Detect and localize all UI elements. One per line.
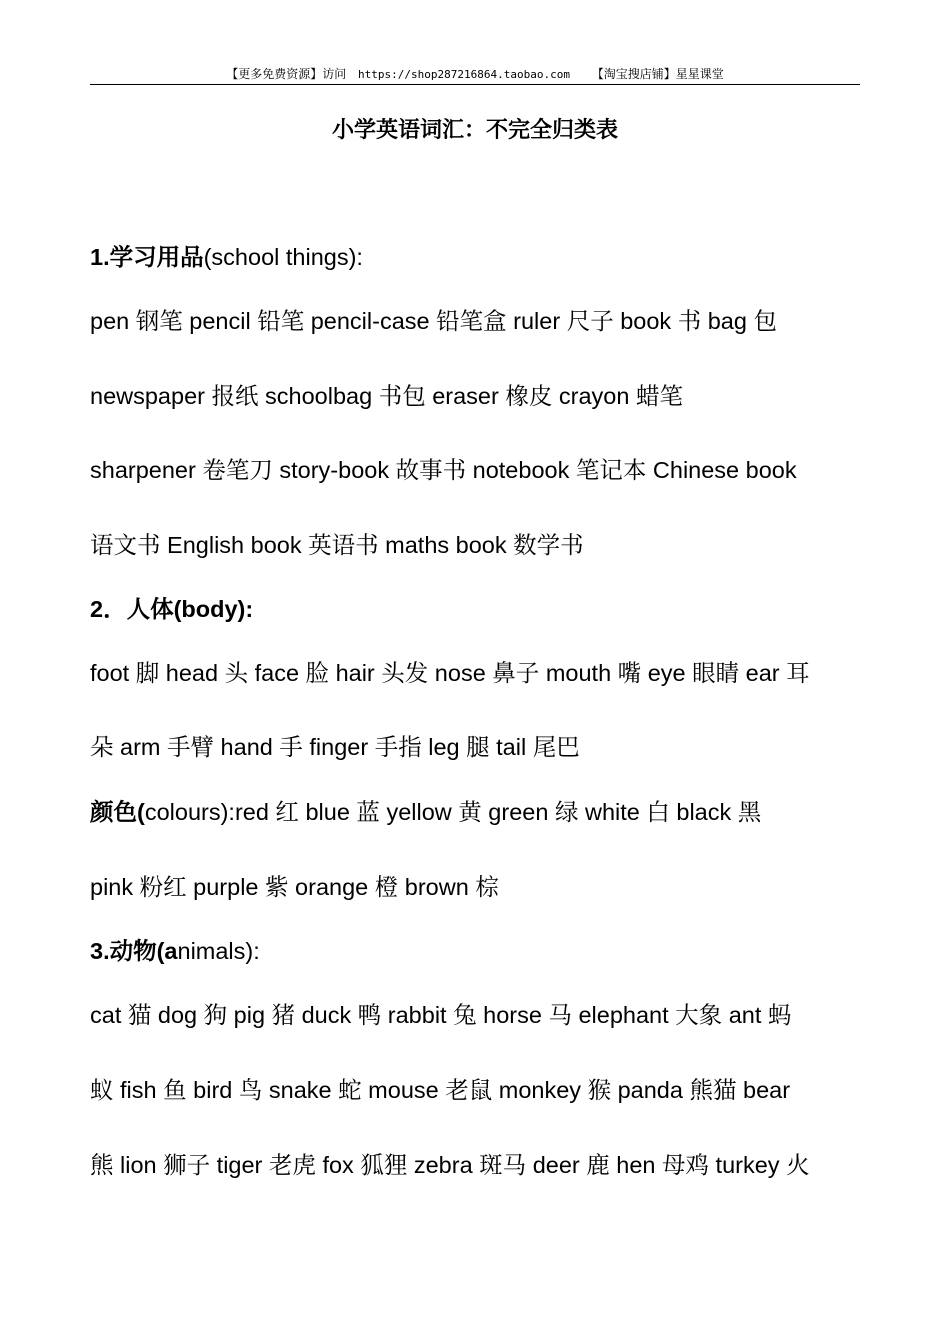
heading-bold-part: 1.学习用品 bbox=[90, 244, 204, 270]
vocab-line: foot 脚 head 头 face 脸 hair 头发 nose 鼻子 mouth 嘴 eye 眼睛 ear 耳 bbox=[90, 660, 810, 686]
page-title: 小学英语词汇：不完全归类表 bbox=[331, 118, 618, 143]
section-heading-animals bbox=[90, 936, 865, 966]
vocab-line: newspaper 报纸 schoolbag 书包 eraser 橡皮 crayon 蜡笔 bbox=[90, 383, 683, 409]
section-heading-colours bbox=[90, 797, 865, 827]
heading-normal-part: (school things): bbox=[203, 244, 363, 270]
vocab-line: 熊 lion 狮子 tiger 老虎 fox 狐狸 zebra 斑马 deer 鹿 hen 母鸡 turkey 火 bbox=[90, 1152, 810, 1178]
heading-bold-part: 3.动物(a bbox=[90, 938, 178, 964]
heading-normal-part: nimals): bbox=[177, 938, 260, 964]
page-header bbox=[90, 66, 860, 83]
section-heading-body: 2．人体(body): bbox=[90, 596, 254, 622]
header-divider bbox=[90, 84, 860, 85]
vocab-line: 蚁 fish 鱼 bird 鸟 snake 蛇 mouse 老鼠 monkey 猴 panda 熊猫 bear bbox=[90, 1077, 791, 1103]
vocab-line: sharpener 卷笔刀 story-book 故事书 notebook 笔记本 Chinese book bbox=[90, 457, 797, 483]
vocab-line: 语文书 English book 英语书 maths book 数学书 bbox=[90, 532, 584, 558]
section-heading-school-things bbox=[90, 242, 865, 272]
vocab-line: pen 钢笔 pencil 铅笔 pencil-case 铅笔盒 ruler 尺子 book 书 bag 包 bbox=[90, 308, 777, 334]
vocab-line: cat 猫 dog 狗 pig 猪 duck 鸭 rabbit 兔 horse 马 elephant 大象 ant 蚂 bbox=[90, 1002, 792, 1028]
header-left-text: 【更多免费资源】访问 bbox=[226, 67, 347, 81]
header-url[interactable]: https://shop287216864.taobao.com bbox=[358, 68, 570, 81]
vocab-line: 朵 arm 手臂 hand 手 finger 手指 leg 腿 tail 尾巴 bbox=[90, 734, 580, 760]
heading-bold-part: 颜色( bbox=[90, 799, 145, 825]
vocab-line: pink 粉红 purple 紫 orange 橙 brown 棕 bbox=[90, 874, 499, 900]
header-right-text: 【淘宝搜店铺】星星课堂 bbox=[591, 67, 724, 81]
vocab-line-rest: colours):red 红 blue 蓝 yellow 黄 green 绿 white 白 black 黑 bbox=[144, 799, 762, 825]
